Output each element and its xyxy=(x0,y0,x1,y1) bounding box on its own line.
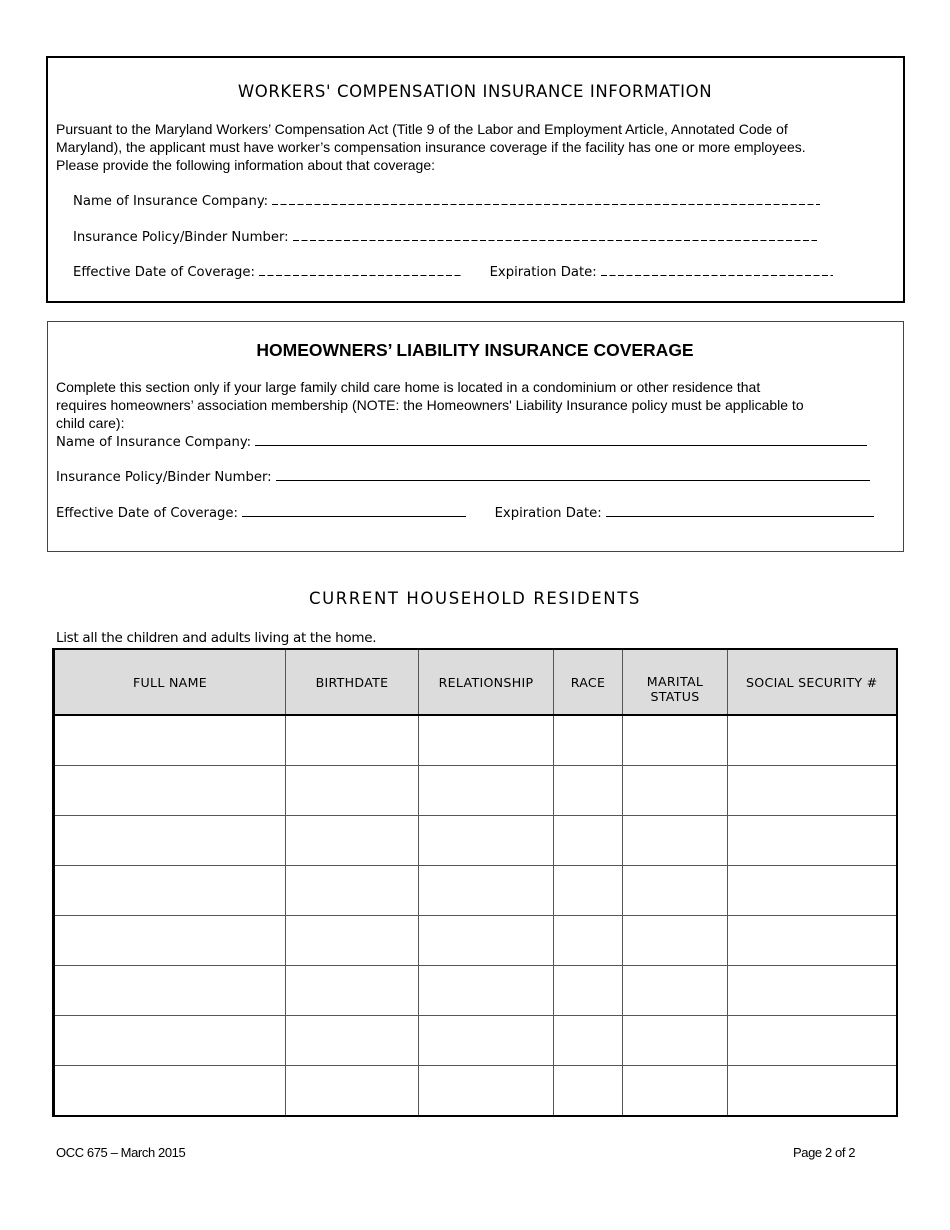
ho-effective-date-label: Effective Date of Coverage: xyxy=(56,506,238,521)
relationship-cell[interactable] xyxy=(419,715,554,766)
col-relationship: RELATIONSHIP xyxy=(419,649,554,715)
full-name-cell[interactable] xyxy=(54,866,286,916)
col-birthdate: BIRTHDATE xyxy=(286,649,419,715)
ssn-cell[interactable] xyxy=(728,866,897,916)
expiration-date-field[interactable] xyxy=(601,263,833,276)
full-name-cell[interactable] xyxy=(54,916,286,966)
birthdate-cell[interactable] xyxy=(286,766,419,816)
residents-header-row xyxy=(54,649,897,715)
full-name-cell[interactable] xyxy=(54,715,286,766)
homeowners-intro-line1: Complete this section only if your large family child care home is located in a condominium or other residence that xyxy=(56,379,761,395)
ssn-cell[interactable] xyxy=(728,1066,897,1117)
ho-expiration-date-label: Expiration Date: xyxy=(494,506,602,521)
marital-status-cell[interactable] xyxy=(623,916,728,966)
marital-status-cell[interactable] xyxy=(623,766,728,816)
insurance-company-field[interactable] xyxy=(272,192,820,205)
full-name-cell[interactable] xyxy=(54,816,286,866)
marital-status-cell[interactable] xyxy=(623,966,728,1016)
race-cell[interactable] xyxy=(554,715,623,766)
full-name-cell[interactable] xyxy=(54,1016,286,1066)
birthdate-cell[interactable] xyxy=(286,866,419,916)
table-row xyxy=(54,966,897,1016)
table-row xyxy=(54,866,897,916)
col-marital-status xyxy=(623,649,728,715)
expiration-date-label: Expiration Date: xyxy=(489,265,597,280)
workers-comp-intro-line2: Maryland), the applicant must have worker’s compensation insurance coverage if the facility has one or more employees. xyxy=(56,139,806,155)
ho-expiration-date-field[interactable] xyxy=(606,503,874,517)
marital-status-cell[interactable] xyxy=(623,816,728,866)
table-row xyxy=(54,916,897,966)
relationship-cell[interactable] xyxy=(419,1016,554,1066)
race-cell[interactable] xyxy=(554,916,623,966)
col-marital-status-line2: STATUS xyxy=(650,689,700,704)
form-identifier xyxy=(56,1145,185,1160)
relationship-cell[interactable] xyxy=(419,866,554,916)
homeowners-dates-row xyxy=(56,503,874,521)
workers-comp-intro-line3: Please provide the following information about that coverage: xyxy=(56,157,436,173)
relationship-cell[interactable] xyxy=(419,966,554,1016)
form-id: OCC 675 xyxy=(56,1145,108,1160)
race-cell[interactable] xyxy=(554,966,623,1016)
race-cell[interactable] xyxy=(554,1016,623,1066)
homeowners-intro-line2: requires homeowners’ association membership (NOTE: the Homeowners' Liability Insurance policy must be applicable to xyxy=(56,397,804,413)
race-cell[interactable] xyxy=(554,1066,623,1117)
table-row xyxy=(54,715,897,766)
full-name-cell[interactable] xyxy=(54,1066,286,1117)
race-cell[interactable] xyxy=(554,816,623,866)
marital-status-cell[interactable] xyxy=(623,715,728,766)
residents-title: CURRENT HOUSEHOLD RESIDENTS xyxy=(309,589,641,608)
homeowners-intro-line3: child care): xyxy=(56,415,125,431)
marital-status-cell[interactable] xyxy=(623,866,728,916)
effective-date-label: Effective Date of Coverage: xyxy=(73,265,255,280)
page-number: Page 2 of 2 xyxy=(793,1145,856,1160)
col-full-name: FULL NAME xyxy=(54,649,286,715)
table-row xyxy=(54,1066,897,1117)
effective-date-field[interactable] xyxy=(259,263,461,276)
relationship-cell[interactable] xyxy=(419,1066,554,1117)
ssn-cell[interactable] xyxy=(728,1016,897,1066)
marital-status-cell[interactable] xyxy=(623,1016,728,1066)
relationship-cell[interactable] xyxy=(419,916,554,966)
birthdate-cell[interactable] xyxy=(286,715,419,766)
full-name-cell[interactable] xyxy=(54,766,286,816)
relationship-cell[interactable] xyxy=(419,816,554,866)
homeowners-policy-row xyxy=(56,467,870,485)
table-row xyxy=(54,816,897,866)
homeowners-company-row xyxy=(56,432,867,450)
relationship-cell[interactable] xyxy=(419,766,554,816)
col-marital-status-line1: MARITAL xyxy=(646,674,704,689)
residents-table xyxy=(52,648,898,1117)
birthdate-cell[interactable] xyxy=(286,966,419,1016)
race-cell[interactable] xyxy=(554,766,623,816)
table-row xyxy=(54,1016,897,1066)
workers-comp-policy-row xyxy=(73,228,817,245)
table-row xyxy=(54,766,897,816)
residents-instruction: List all the children and adults living at the home. xyxy=(56,630,377,646)
policy-number-label: Insurance Policy/Binder Number: xyxy=(73,230,289,245)
full-name-cell[interactable] xyxy=(54,966,286,1016)
ssn-cell[interactable] xyxy=(728,766,897,816)
workers-comp-dates-row xyxy=(73,263,833,280)
birthdate-cell[interactable] xyxy=(286,916,419,966)
form-date: March 2015 xyxy=(120,1145,186,1160)
form-id-separator: – xyxy=(110,1145,118,1160)
ho-effective-date-field[interactable] xyxy=(242,503,466,517)
policy-number-field[interactable] xyxy=(293,228,817,241)
col-race: RACE xyxy=(554,649,623,715)
birthdate-cell[interactable] xyxy=(286,1066,419,1117)
workers-comp-title: WORKERS' COMPENSATION INSURANCE INFORMATION xyxy=(237,82,713,101)
marital-status-cell[interactable] xyxy=(623,1066,728,1117)
workers-comp-company-row xyxy=(73,192,820,209)
ho-insurance-company-field[interactable] xyxy=(255,432,867,446)
insurance-company-label: Name of Insurance Company: xyxy=(73,194,269,209)
ssn-cell[interactable] xyxy=(728,916,897,966)
ho-policy-number-field[interactable] xyxy=(276,467,870,481)
ho-policy-number-label: Insurance Policy/Binder Number: xyxy=(56,470,272,485)
ssn-cell[interactable] xyxy=(728,966,897,1016)
ssn-cell[interactable] xyxy=(728,715,897,766)
birthdate-cell[interactable] xyxy=(286,1016,419,1066)
col-ssn: SOCIAL SECURITY # xyxy=(728,649,897,715)
race-cell[interactable] xyxy=(554,866,623,916)
ho-insurance-company-label: Name of Insurance Company: xyxy=(56,435,252,450)
workers-comp-intro-line1: Pursuant to the Maryland Workers’ Compensation Act (Title 9 of the Labor and Employment Article, Annotated Code of xyxy=(56,121,788,137)
ssn-cell[interactable] xyxy=(728,816,897,866)
birthdate-cell[interactable] xyxy=(286,816,419,866)
homeowners-title: HOMEOWNERS’ LIABILITY INSURANCE COVERAGE xyxy=(256,340,694,360)
